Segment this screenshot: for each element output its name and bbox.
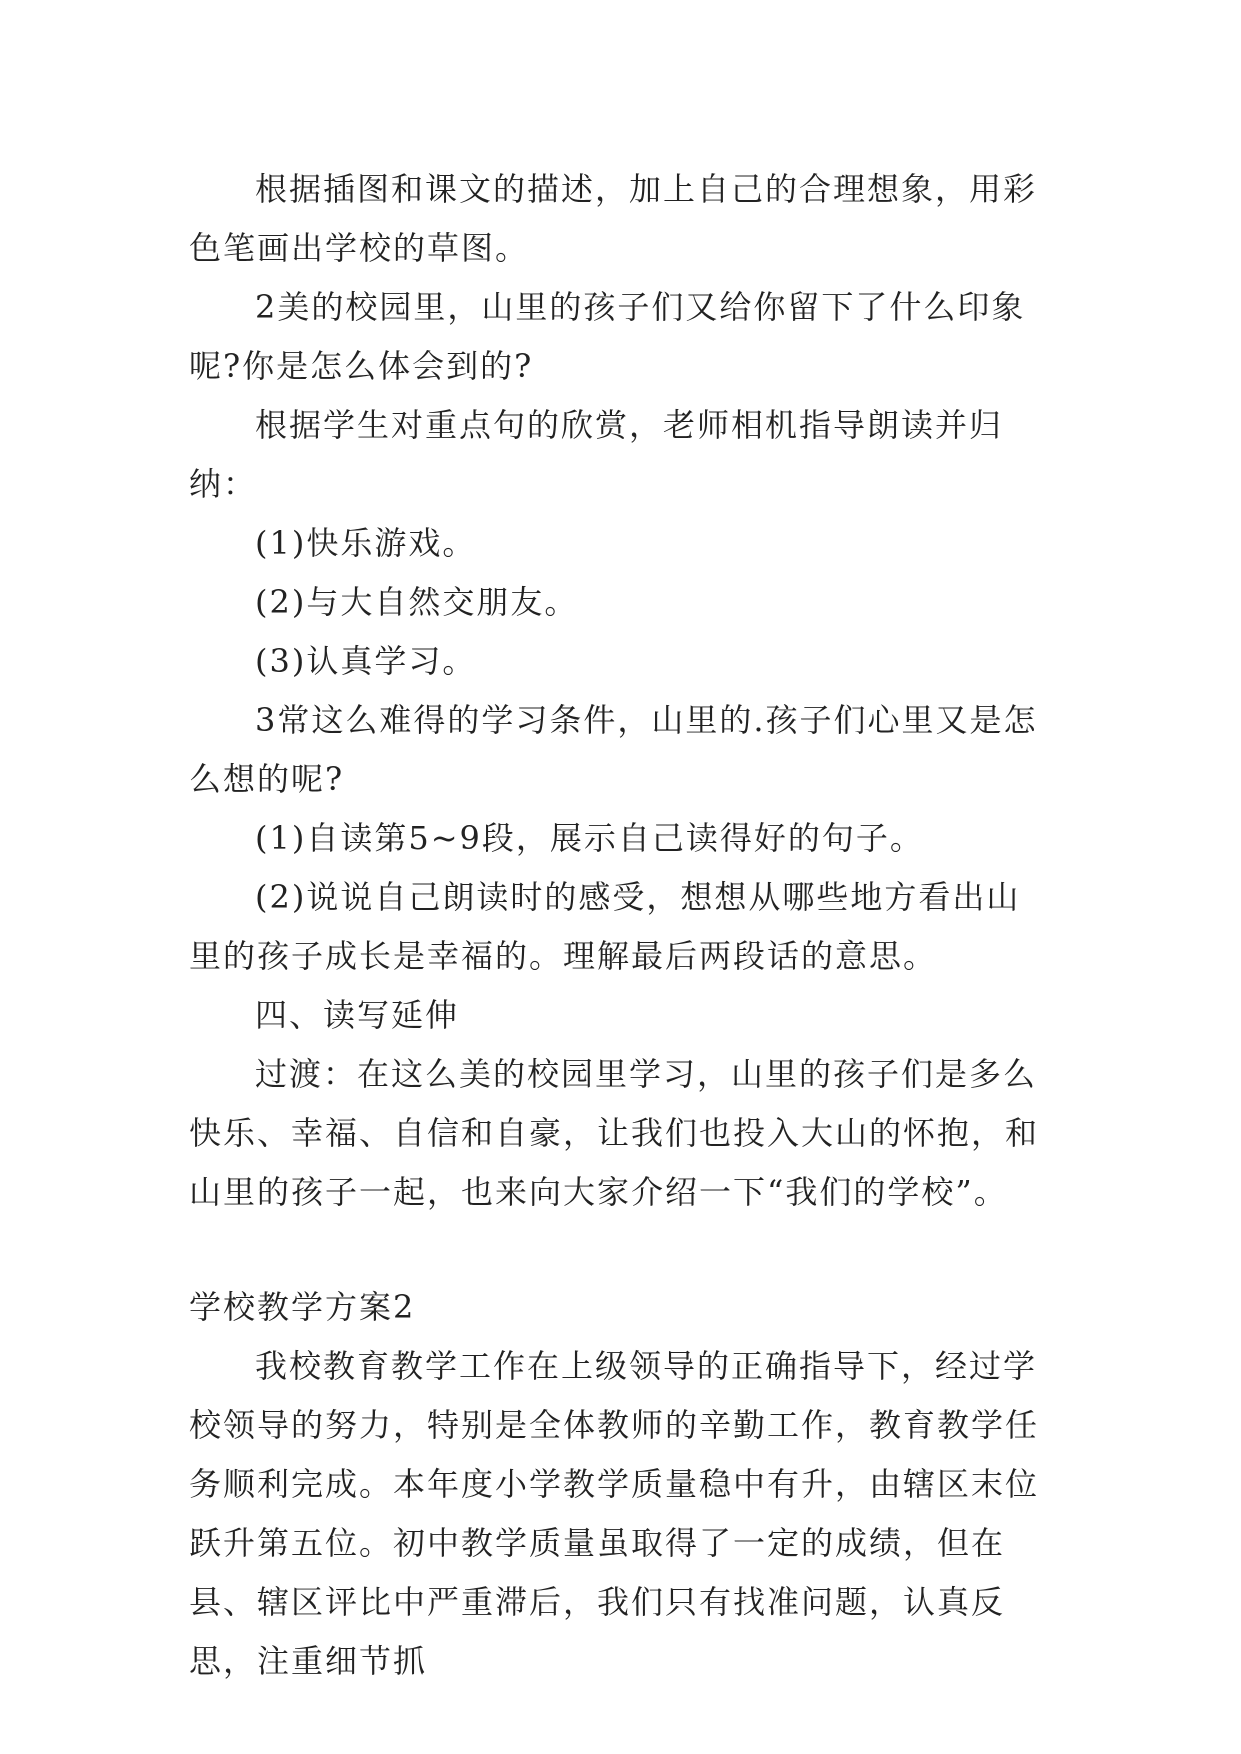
paragraph-draw-school: 根据插图和课文的描述，加上自己的合理想象，用彩色笔画出学校的草图。 [189, 170, 1038, 267]
paragraph-question-feelings: 3常这么难得的学习条件，山里的.孩子们心里又是怎么想的呢? [189, 701, 1038, 798]
paragraph-section2-body: 我校教育教学工作在上级领导的正确指导下，经过学校领导的努力，特别是全体教师的辛勤工作，教育教学任务顺利完成。本年度小学教学质量稳中有升，由辖区末位跃升第五位。初中教学质量虽取得了一定的成绩，但在县、辖区评比中严重滞后，我们只有找准问题，认真反思，注重细节抓 [189, 1347, 1040, 1680]
list-item-happy-games: (1)快乐游戏。 [255, 524, 477, 562]
list-item-nature-friends: (2)与大自然交朋友。 [255, 583, 579, 621]
heading-reading-extension: 四、读写延伸 [255, 996, 460, 1034]
paragraph-guided-reading: 根据学生对重点句的欣赏，老师相机指导朗读并归纳： [189, 406, 1004, 503]
list-item-study: (3)认真学习。 [255, 642, 477, 680]
document-body [189, 160, 1049, 1691]
paragraph-question-impression: 2美的校园里，山里的孩子们又给你留下了什么印象呢?你是怎么体会到的? [189, 288, 1026, 385]
list-item-self-read: (1)自读第5~9段，展示自己读得好的句子。 [255, 819, 924, 857]
paragraph-transition: 过渡：在这么美的校园里学习，山里的孩子们是多么快乐、幸福、自信和自豪，让我们也投入大山的怀抱，和山里的孩子一起，也来向大家介绍一下“我们的学校”。 [189, 1055, 1040, 1211]
section-title: 学校教学方案2 [189, 1288, 416, 1326]
list-item-share-feelings: (2)说说自己朗读时的感受，想想从哪些地方看出山里的孩子成长是幸福的。理解最后两段话的意思。 [189, 878, 1021, 975]
